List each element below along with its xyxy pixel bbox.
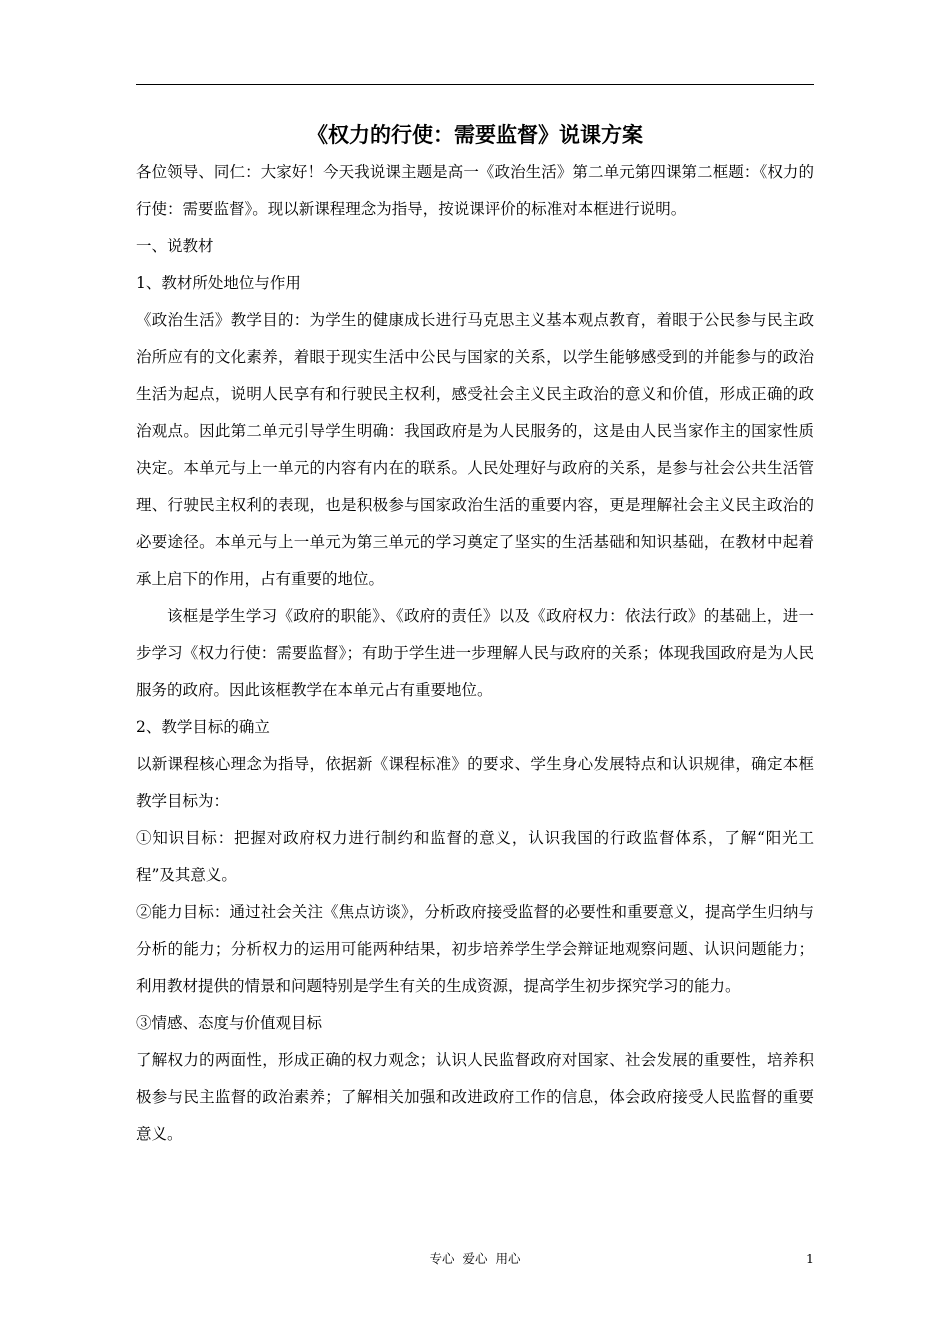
footer-motto: 专心 爱心 用心: [429, 1251, 521, 1266]
section-heading-textbook: 一、说教材: [136, 237, 214, 255]
subheading-emotion-goal: ③情感、态度与价值观目标: [136, 1014, 323, 1032]
document-title: 《权力的行使：需要监督》说课方案: [307, 122, 643, 147]
document-body: [136, 154, 814, 1153]
paragraph-lesson-importance: 该框是学生学习《政府的职能》、《政府的责任》以及《政府权力：依法行政》的基础上，进一步学习《权力行使：需要监督》；有助于学生进一步理解人民与政府的关系；体现我国政府是为人民服务的政府。因此该框教学在本单元占有重要地位。: [136, 607, 814, 699]
subheading-teaching-goals: 2、教学目标的确立: [136, 718, 270, 736]
page-number: 1: [806, 1251, 814, 1266]
paragraph-teaching-purpose: 《政治生活》教学目的：为学生的健康成长进行马克思主义基本观点教育，着眼于公民参与民主政治所应有的文化素养，着眼于现实生活中公民与国家的关系，以学生能够感受到的并能参与的政治生活为起点，说明人民享有和行驶民主权利，感受社会主义民主政治的意义和价值，形成正确的政治观点。因此第二单元引导学生明确：我国政府是为人民服务的，这是由人民当家作主的国家性质决定。本单元与上一单元的内容有内在的联系。人民处理好与政府的关系，是参与社会公共生活管理、行驶民主权利的表现，也是积极参与国家政治生活的重要内容，更是理解社会主义民主政治的必要途径。本单元与上一单元为第三单元的学习奠定了坚实的生活基础和知识基础，在教材中起着承上启下的作用，占有重要的地位。: [136, 311, 814, 588]
paragraph-ability-goal: ②能力目标：通过社会关注《焦点访谈》，分析政府接受监督的必要性和重要意义，提高学生归纳与分析的能力；分析权力的运用可能两种结果，初步培养学生学会辩证地观察问题、认识问题能力；利用教材提供的情景和问题特别是学生有关的生成资源，提高学生初步探究学习的能力。: [136, 903, 814, 995]
subheading-position-role: 1、教材所处地位与作用: [136, 274, 301, 292]
header-rule: [136, 84, 814, 85]
paragraph-greeting: 各位领导、同仁：大家好！今天我说课主题是高一《政治生活》第二单元第四课第二框题：《权力的行使：需要监督》。现以新课程理念为指导，按说课评价的标准对本框进行说明。: [136, 163, 814, 218]
paragraph-emotion-goal: 了解权力的两面性，形成正确的权力观念；认识人民监督政府对国家、社会发展的重要性，培养积极参与民主监督的政治素养；了解相关加强和改进政府工作的信息，体会政府接受人民监督的重要意义。: [136, 1051, 814, 1143]
paragraph-goals-intro: 以新课程核心理念为指导，依据新《课程标准》的要求、学生身心发展特点和认识规律，确定本框教学目标为：: [136, 755, 814, 810]
paragraph-knowledge-goal: ①知识目标：把握对政府权力进行制约和监督的意义，认识我国的行政监督体系，了解“阳光工程”及其意义。: [136, 829, 814, 884]
